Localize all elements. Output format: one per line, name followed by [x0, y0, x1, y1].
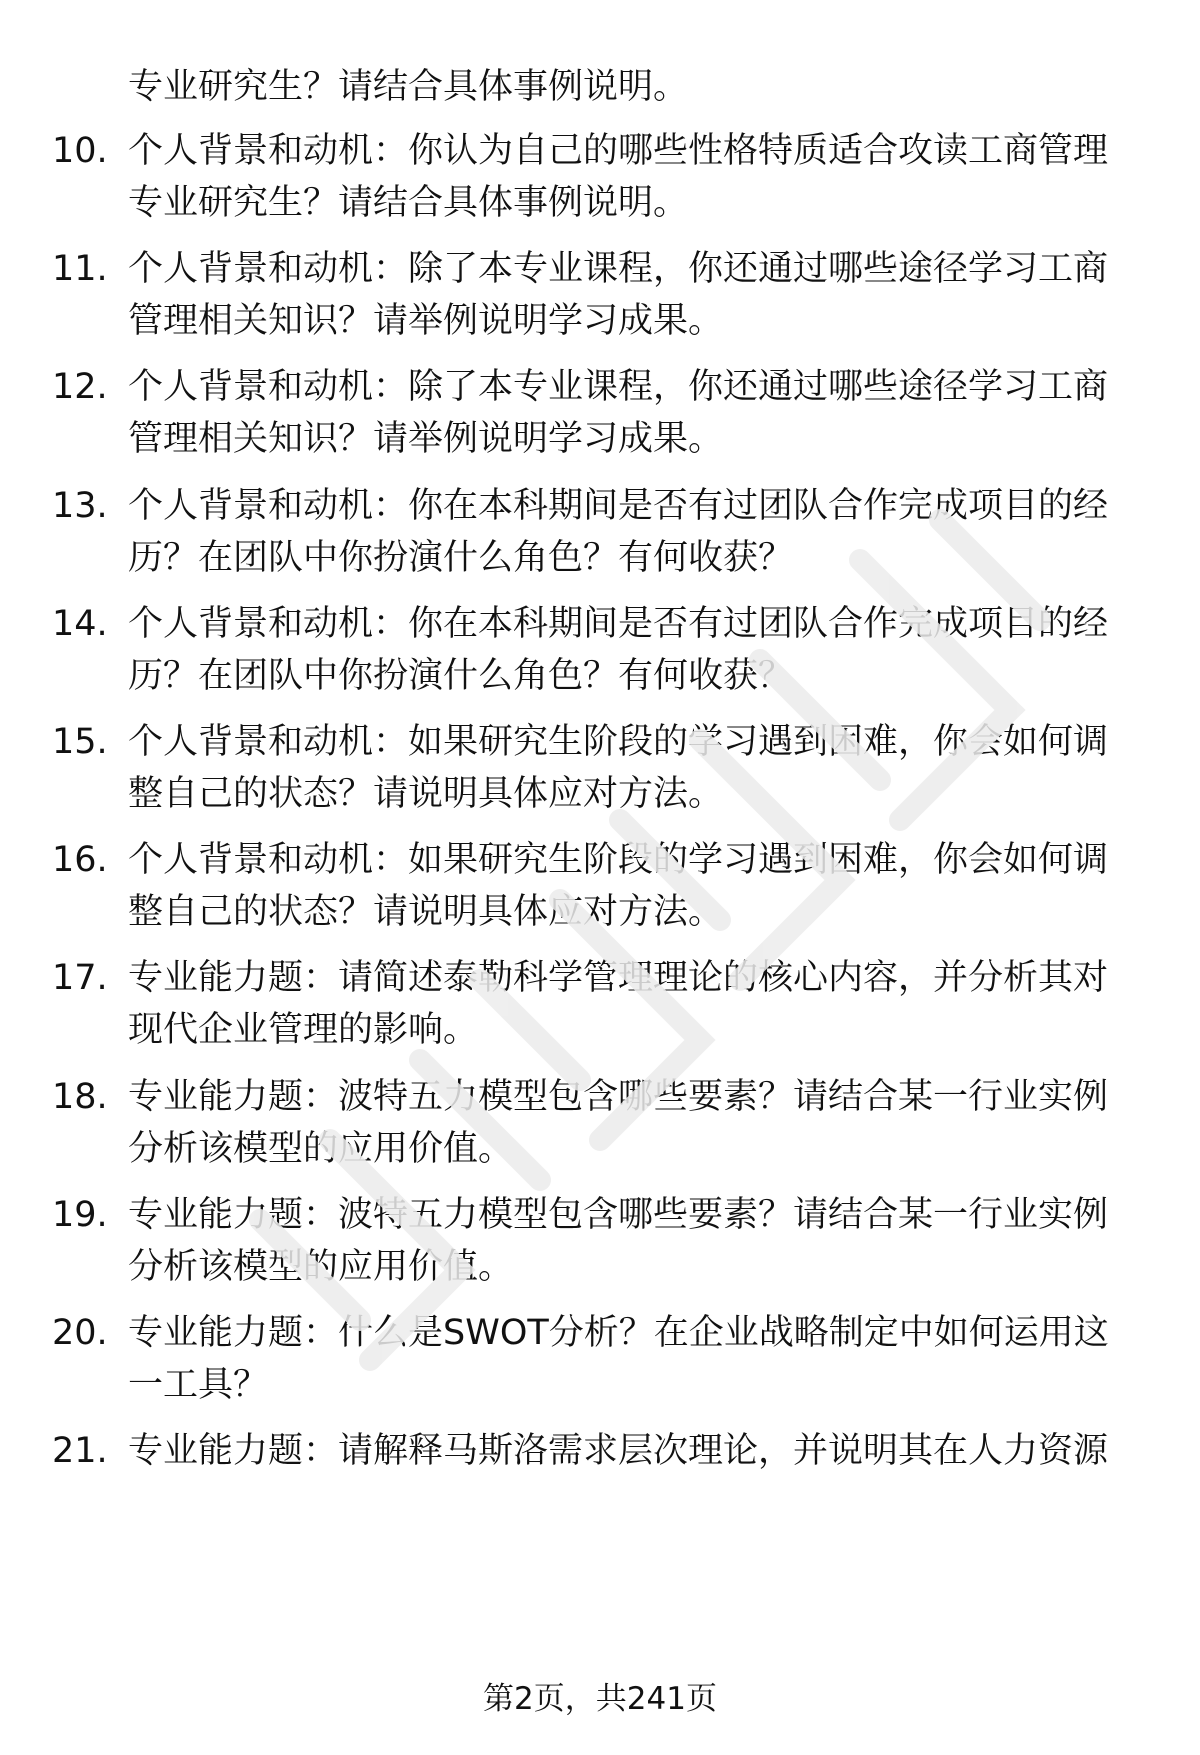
question-item-14 [0, 596, 1200, 716]
question-text-line: 专业能力题：请简述泰勒科学管理理论的核心内容，并分析其对 [128, 958, 1109, 998]
question-number: 15. [52, 722, 108, 762]
question-number: 16. [52, 840, 108, 880]
question-item-20 [0, 1305, 1200, 1425]
question-number: 13. [52, 486, 108, 526]
question-number: 11. [52, 249, 108, 289]
question-item-18 [0, 1069, 1200, 1189]
question-number: 18. [52, 1077, 108, 1117]
question-number: 10. [52, 131, 108, 171]
question-item-11 [0, 241, 1200, 361]
question-text-line: 个人背景和动机：除了本专业课程，你还通过哪些途径学习工商 [128, 367, 1109, 407]
question-text-line: 个人背景和动机：如果研究生阶段的学习遇到困难，你会如何调 [128, 722, 1109, 762]
page-footer: 第2页，共241页 [483, 1681, 717, 1717]
question-item-12 [0, 359, 1200, 479]
question-text-line: 整自己的状态？请说明具体应对方法。 [128, 892, 724, 932]
question-item-21 [0, 1423, 1200, 1543]
question-text-line: 分析该模型的应用价值。 [128, 1129, 514, 1169]
question-number: 12. [52, 367, 108, 407]
question-number: 19. [52, 1195, 108, 1235]
question-text-line: 专业能力题：波特五力模型包含哪些要素？请结合某一行业实例 [128, 1195, 1109, 1235]
question-item-16 [0, 832, 1200, 952]
question-item-19 [0, 1187, 1200, 1307]
question-number: 17. [52, 958, 108, 998]
continued-question-line: 专业研究生？请结合具体事例说明。 [128, 67, 689, 107]
question-text-line: 历？在团队中你扮演什么角色？有何收获？ [128, 656, 794, 696]
question-text-line: 现代企业管理的影响。 [128, 1010, 479, 1050]
question-item-10 [0, 123, 1200, 243]
question-number: 20. [52, 1313, 108, 1353]
question-text-line: 历？在团队中你扮演什么角色？有何收获？ [128, 538, 794, 578]
question-text-line: 专业能力题：波特五力模型包含哪些要素？请结合某一行业实例 [128, 1077, 1109, 1117]
question-number: 14. [52, 604, 108, 644]
question-text-line: 分析该模型的应用价值。 [128, 1247, 514, 1287]
question-text-line: 管理相关知识？请举例说明学习成果。 [128, 301, 724, 341]
question-number: 21. [52, 1431, 108, 1471]
question-text-line: 专业能力题：请解释马斯洛需求层次理论，并说明其在人力资源 [128, 1431, 1109, 1471]
question-text-line: 专业研究生？请结合具体事例说明。 [128, 183, 689, 223]
question-text-line: 个人背景和动机：你认为自己的哪些性格特质适合攻读工商管理 [128, 131, 1109, 171]
question-text-line: 管理相关知识？请举例说明学习成果。 [128, 419, 724, 459]
question-text-line: 专业能力题：什么是SWOT分析？在企业战略制定中如何运用这 [128, 1313, 1109, 1353]
question-text-line: 个人背景和动机：你在本科期间是否有过团队合作完成项目的经 [128, 486, 1109, 526]
question-item-13 [0, 478, 1200, 598]
question-text-line: 个人背景和动机：除了本专业课程，你还通过哪些途径学习工商 [128, 249, 1109, 289]
question-item-17 [0, 950, 1200, 1070]
question-text-line: 一工具？ [128, 1365, 269, 1405]
question-text-line: 整自己的状态？请说明具体应对方法。 [128, 774, 724, 814]
question-text-line: 个人背景和动机：你在本科期间是否有过团队合作完成项目的经 [128, 604, 1109, 644]
question-text-line: 个人背景和动机：如果研究生阶段的学习遇到困难，你会如何调 [128, 840, 1109, 880]
question-item-15 [0, 714, 1200, 834]
